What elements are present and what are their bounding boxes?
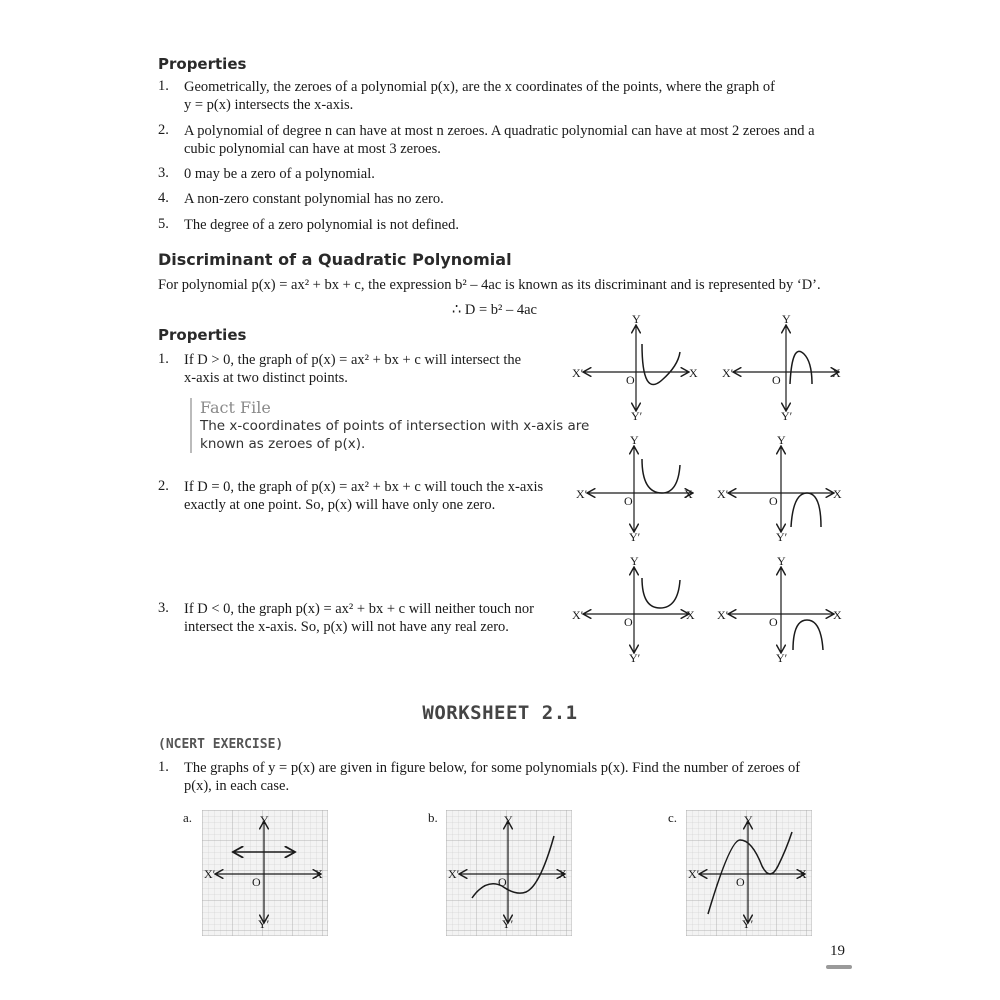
part-label-c: c. [668,810,678,825]
list-item: A non-zero constant polynomial has no zero. [184,191,444,207]
y-label: Y [777,556,786,568]
curve [642,578,680,608]
x-label: X [558,867,567,881]
y-neg-label: Y′ [631,409,643,423]
y-neg-label: Y′ [742,917,754,931]
list-number: 5. [158,216,169,232]
part-label-b: b. [428,810,438,825]
y-neg-label: Y′ [502,917,514,931]
graph-d-negative-upward [570,556,700,668]
origin-label: O [626,373,635,387]
list-item-line: A polynomial of degree n can have at most n zeroes. A quadratic polynomial can have at most 2 zeroes and a [184,123,815,139]
graph-d-positive-upward [570,314,700,426]
list-item-line: If D = 0, the graph of p(x) = ax² + bx + c will touch the x-axis [184,479,544,495]
origin-label: O [769,494,778,508]
x-neg-label: X′ [717,487,729,501]
y-label: Y [630,435,639,447]
list-item: The degree of a zero polynomial is not defined. [184,217,459,233]
origin-label: O [736,875,745,889]
y-neg-label: Y′ [258,917,270,931]
list-number: 1. [158,78,169,94]
list-number: 1. [158,351,169,367]
list-item-line: If D < 0, the graph p(x) = ax² + bx + c will neither touch nor [184,601,534,617]
y-label: Y [782,314,791,326]
question-number: 1. [158,759,169,775]
page-number: 19 [830,943,845,959]
y-label: Y [777,435,786,447]
curve [642,459,680,493]
x-label: X [833,487,842,501]
x-label: X [684,487,693,501]
x-label: X [686,608,695,622]
x-label: X [833,608,842,622]
curve [790,351,812,384]
worksheet-title: WORKSHEET 2.1 [422,702,578,724]
fact-file-title: Fact File [200,398,271,417]
x-neg-label: X′ [572,608,584,622]
fact-file [190,398,589,453]
curve [791,493,821,527]
graph-d-positive-downward [720,314,850,426]
list-number: 3. [158,600,169,616]
graph-d-negative-downward [715,556,845,668]
list-item [184,78,775,114]
x-label: X [314,867,323,881]
y-label: Y [630,556,639,568]
list-item: 0 may be a zero of a polynomial. [184,166,375,182]
origin-label: O [498,875,507,889]
x-neg-label: X′ [576,487,588,501]
pencil-icon [826,965,852,969]
list-item [184,122,815,158]
x-label: X [832,366,841,380]
origin-label: O [769,615,778,629]
origin-label: O [772,373,781,387]
fact-file-text [200,417,589,453]
list-item-line: y = p(x) intersects the x-axis. [184,97,354,113]
discriminant-text: For polynomial p(x) = ax² + bx + c, the expression b² – 4ac is known as its discriminant and is represented by ‘D’. [158,277,821,293]
list-item [184,478,543,514]
list-number: 2. [158,122,169,138]
grid-graph-a [202,810,328,936]
curve [793,620,823,650]
grid-graph-c [686,810,812,936]
y-neg-label: Y′ [629,651,641,665]
fact-file-line: The x-coordinates of points of intersection with x-axis are [200,418,590,434]
origin-label: O [252,875,261,889]
origin-label: O [624,615,633,629]
graph-d-zero-downward [715,435,845,547]
properties-heading: Properties [158,326,247,344]
list-item-line: cubic polynomial can have at most 3 zeroes. [184,141,441,157]
discriminant-formula: ∴ D = b² – 4ac [452,302,537,318]
y-label: Y [744,813,753,827]
x-neg-label: X′ [717,608,729,622]
x-neg-label: X′ [204,867,216,881]
properties-heading: Properties [158,55,247,73]
y-neg-label: Y′ [776,651,788,665]
list-item-line: Geometrically, the zeroes of a polynomial p(x), are the x coordinates of the points, where the graph of [184,79,775,95]
list-item-line: x-axis at two distinct points. [184,370,348,386]
x-label: X [798,867,807,881]
list-item [184,351,521,387]
list-item [184,600,534,636]
curve [642,344,680,385]
x-neg-label: X′ [722,366,734,380]
x-label: X [689,366,698,380]
x-neg-label: X′ [688,867,700,881]
question-line: The graphs of y = p(x) are given in figure below, for some polynomials p(x). Find the number of zeroes of [184,760,801,776]
y-neg-label: Y′ [781,409,793,423]
question-text [184,759,800,795]
y-neg-label: Y′ [776,530,788,544]
question-line: p(x), in each case. [184,778,290,794]
y-label: Y [632,314,641,326]
list-item-line: intersect the x-axis. So, p(x) will not have any real zero. [184,619,509,635]
x-neg-label: X′ [572,366,584,380]
graph-d-zero-upward [574,435,704,547]
y-label: Y [504,813,513,827]
list-item-line: exactly at one point. So, p(x) will have only one zero. [184,497,496,513]
grid-graph-b [446,810,572,936]
part-label-a: a. [183,810,193,825]
x-neg-label: X′ [448,867,460,881]
list-number: 4. [158,190,169,206]
fact-file-line: known as zeroes of p(x). [200,436,366,452]
list-number: 2. [158,478,169,494]
list-number: 3. [158,165,169,181]
origin-label: O [624,494,633,508]
discriminant-heading: Discriminant of a Quadratic Polynomial [158,250,512,269]
y-label: Y [260,813,269,827]
y-neg-label: Y′ [629,530,641,544]
worksheet-subtitle: (NCERT EXERCISE) [158,737,284,752]
list-item-line: If D > 0, the graph of p(x) = ax² + bx + c will intersect the [184,352,522,368]
